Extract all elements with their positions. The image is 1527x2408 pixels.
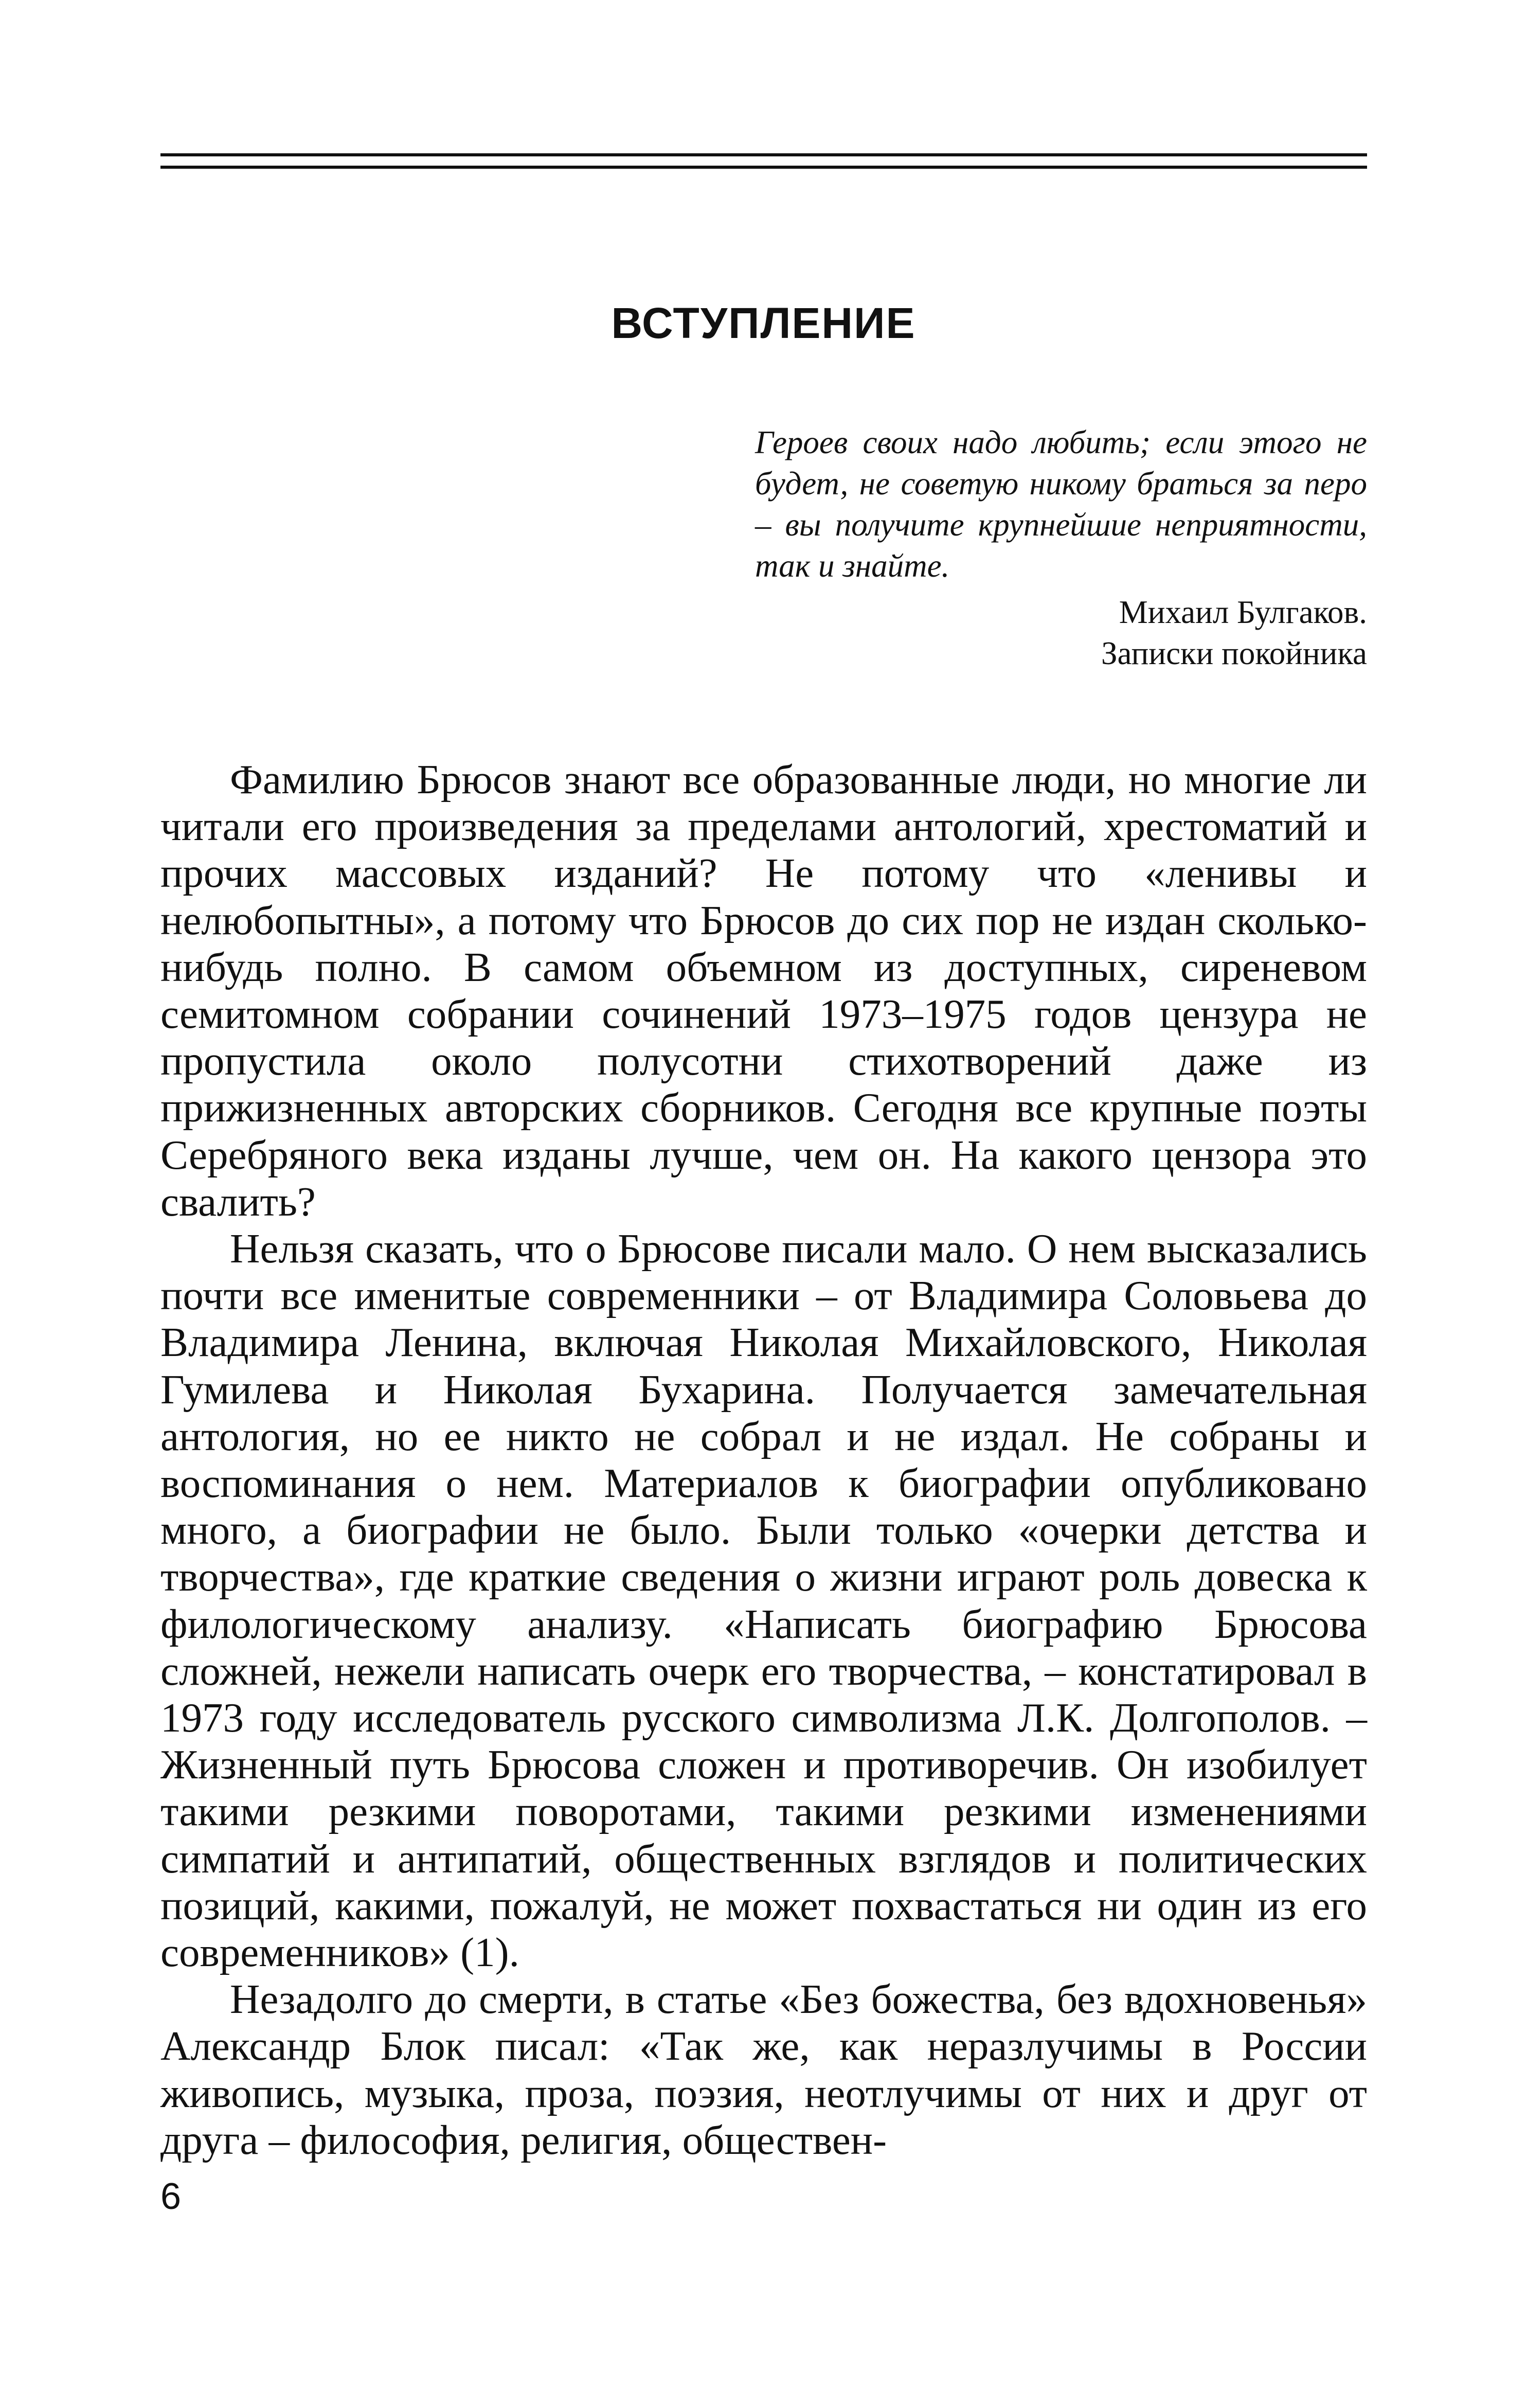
paragraph-2: Нельзя сказать, что о Брюсове писали мало. О нем высказались почти все именитые современники – от Владимира Соловьева до Владимира Ленина, включая Николая Михайловского, Николая Гумилева и Николая Бухарина. Получается замечательная антология, но ее никто не собрал и не издал. Не собраны и воспоминания о нем. Материалов к биографии опубликовано много, а биографии не было. Были только «очерки детства и творчества», где краткие сведения о жизни играют роль довеска к филологическому анализу. «Написать биографию Брюсова сложней, нежели написать очерк его творчества, – констатировал в 1973 году исследователь русского символизма Л.К. Долгополов. – Жизненный путь Брюсова сложен и противоречив. Он изобилует такими резкими поворотами, такими резкими изменениями симпатий и антипатий, общественных взглядов и политических позиций, какими, пожалуй, не может похвастаться ни один из его современников» (1). [160,1225,1367,1976]
header-rule-bottom [160,166,1367,169]
paragraph-1: Фамилию Брюсов знают все образованные люди, но многие ли читали его произведения за пределами антологий, хрестоматий и прочих массовых изданий? Не потому что «ленивы и нелюбопытны», а потому что Брюсов до сих пор не издан сколько-нибудь полно. В самом объемном из доступных, сиреневом семитомном собрании сочинений 1973–1975 годов цензура не пропустила около полусотни стихотворений даже из прижизненных авторских сборников. Сегодня все крупные поэты Серебряного века изданы лучше, чем он. На какого цензора это свалить? [160,756,1367,1225]
page-number: 6 [160,2176,182,2217]
epigraph-author: Михаил Булгаков. [1119,594,1367,630]
epigraph [755,422,1367,674]
header-rule-top [160,153,1367,156]
epigraph-attribution [755,592,1367,674]
paragraph-3: Незадолго до смерти, в статье «Без божества, без вдохновенья» Александр Блок писал: «Так же, как неразлучимы в России живопись, музыка, проза, поэзия, неотлучимы от них и друг от друга – философия, религия, обществен- [160,1976,1367,2163]
chapter-title: ВСТУПЛЕНИЕ [611,299,916,347]
epigraph-text: Героев своих надо любить; если этого не будет, не советую никому браться за перо – вы получите крупнейшие неприятности, так и знайте. [755,424,1367,584]
body-text [160,756,1367,2164]
epigraph-source: Записки покойника [1101,635,1367,671]
